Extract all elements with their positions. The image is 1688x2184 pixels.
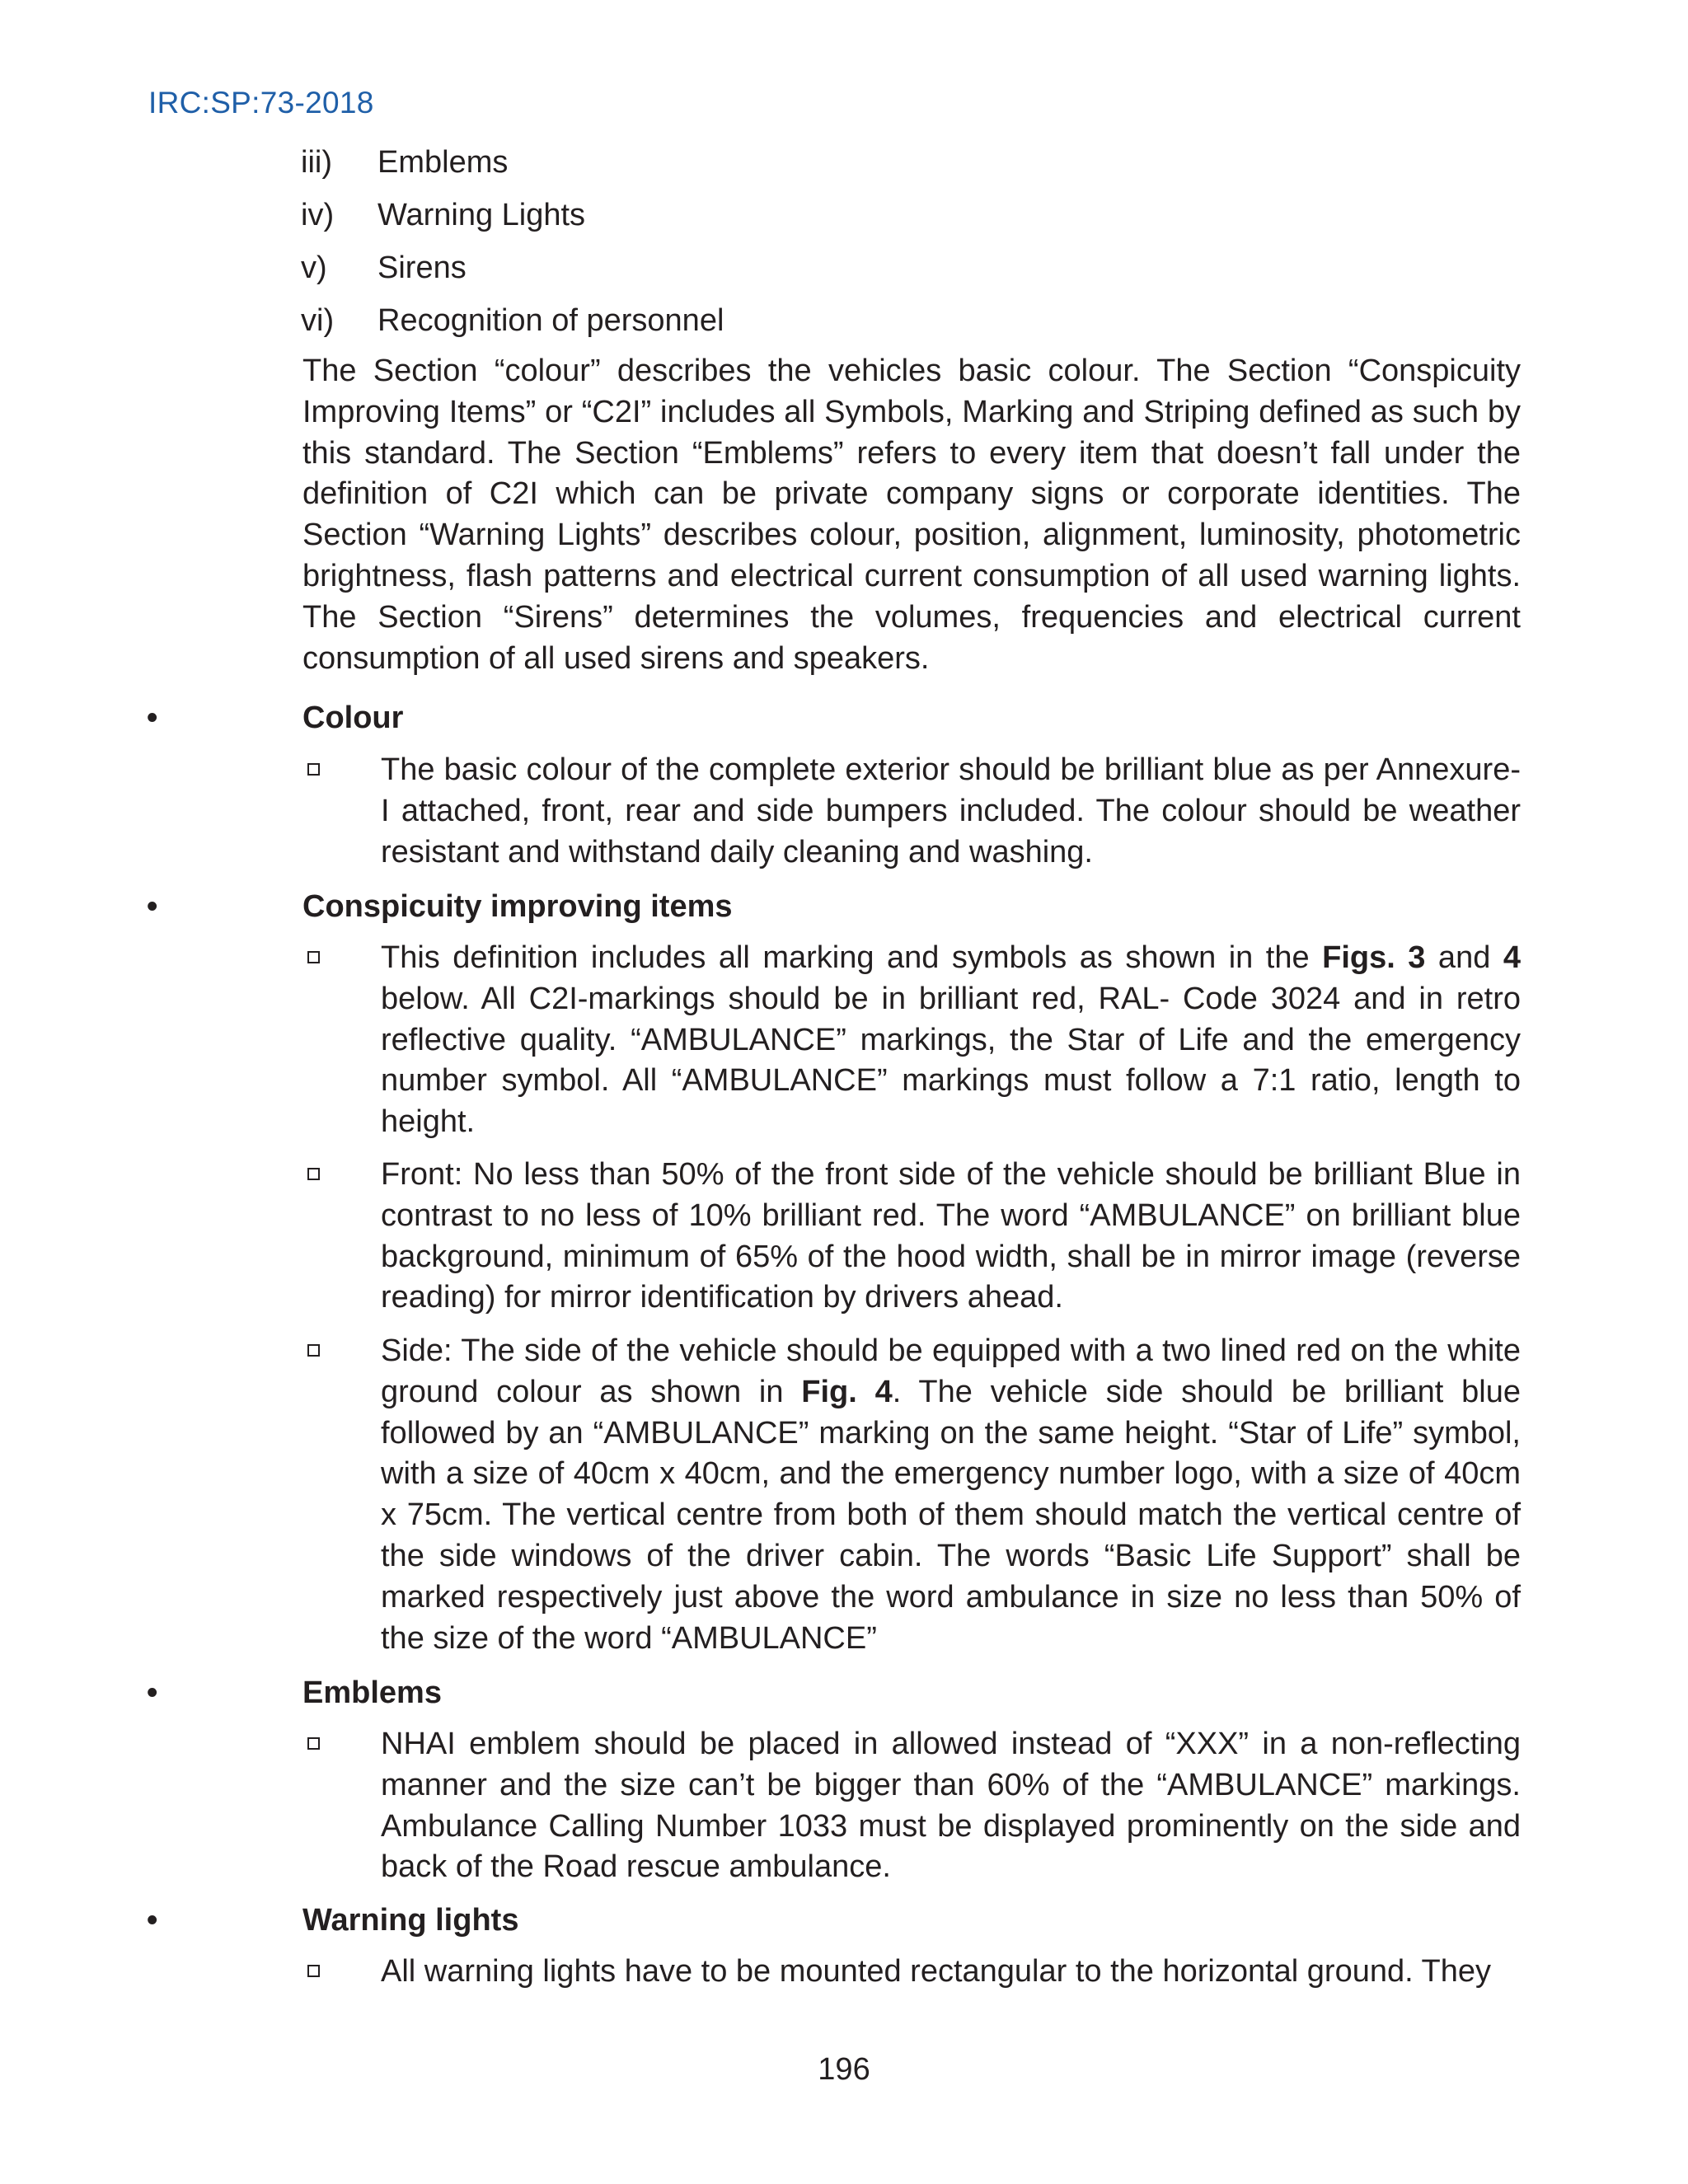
section-heading-emblems xyxy=(0,1672,1688,1713)
list-item-label: Emblems xyxy=(377,145,509,180)
list-item-number: iv) xyxy=(301,198,335,232)
square-bullet-icon xyxy=(307,951,320,963)
bullet-icon: • xyxy=(147,889,158,924)
square-bullet-icon xyxy=(307,1168,320,1180)
list-item-text: Front: No less than 50% of the front side of the vehicle should be brilliant Blue in contrast to no less of 10% brilliant red. The word “AMBULANCE” on brilliant blue background, minimum of 65% of the hood width, shall be in mirror image (reverse reading) for mirror identification by drivers ahead. xyxy=(381,1157,1521,1315)
roman-numeral-list xyxy=(301,140,1521,351)
section-title: Colour xyxy=(302,701,404,735)
list-item-text: All warning lights have to be mounted rectangular to the horizontal ground. They xyxy=(381,1954,1492,1989)
list-item-number: vi) xyxy=(301,303,335,338)
intro-paragraph: The Section “colour” describes the vehicles basic colour. The Section “Conspicuity Improving Items” or “C2I” includes all Symbols, Marking and Striping defined as such by this standard. The Section “Emblems” refers to every item that doesn’t fall under the definition of C2I which can be private company signs or corporate identities. The Section “Warning Lights” describes colour, position, alignment, luminosity, photometric brightness, flash patterns and electrical current consumption of all used warning lights. The Section “Sirens” determines the volumes, frequencies and electrical current consumption of all used sirens and speakers. xyxy=(302,354,1521,676)
section-heading-warning-lights xyxy=(0,1900,1688,1941)
list-item-label: Warning Lights xyxy=(377,198,586,232)
list-item-text: Side: The side of the vehicle should be equipped with a two lined red on the white ground colour as shown in Fig. 4. The vehicle side should be brilliant blue followed by an “AMBULANCE” marking on the same height. “Star of Life” symbol, with a size of 40cm x 40cm, and the emergency number logo, with a size of 40cm x 75cm. The vertical centre from both of them should match the vertical centre of the side windows of the driver cabin. The words “Basic Life Support” shall be marked respectively just above the word ambulance in size no less than 50% of the size of the word “AMBULANCE” xyxy=(381,1333,1521,1656)
page-number: 196 xyxy=(818,2052,870,2087)
section-title: Warning lights xyxy=(302,1903,519,1938)
section-title: Emblems xyxy=(302,1675,442,1710)
bullet-icon: • xyxy=(147,1675,158,1710)
section-title: Conspicuity improving items xyxy=(302,889,733,924)
bullet-icon: • xyxy=(147,701,158,735)
square-bullet-icon xyxy=(307,1965,320,1977)
list-item xyxy=(301,193,1521,246)
list-item xyxy=(301,246,1521,298)
list-item-text: This definition includes all marking and symbols as shown in the Figs. 3 and 4 below. All C2I-markings should be in brilliant red, RAL- Code 3024 and in retro reflective quality. “AMBULANCE” markings, the Star of Life and the emergency number symbol. All “AMBULANCE” markings must follow a 7:1 ratio, length to height. xyxy=(381,940,1521,1140)
square-bullet-icon xyxy=(307,1344,320,1357)
list-item-label: Recognition of personnel xyxy=(377,303,724,338)
bullet-icon: • xyxy=(147,1903,158,1938)
document-code: IRC:SP:73-2018 xyxy=(148,86,374,120)
list-item xyxy=(301,298,1521,351)
section-heading-colour xyxy=(0,697,1688,738)
list-item-text: The basic colour of the complete exterior should be brilliant blue as per Annexure-I attached, front, rear and side bumpers included. The colour should be weather resistant and withstand daily cleaning and washing. xyxy=(381,752,1521,869)
list-item-text: NHAI emblem should be placed in allowed instead of “XXX” in a non-reflecting manner and the size can’t be bigger than 60% of the “AMBULANCE” markings. Ambulance Calling Number 1033 must be displayed prominently on the side and back of the Road rescue ambulance. xyxy=(381,1727,1521,1885)
list-item-number: v) xyxy=(301,251,327,285)
list-item-label: Sirens xyxy=(377,251,467,285)
section-heading-conspicuity xyxy=(0,886,1688,927)
square-bullet-icon xyxy=(307,1737,320,1750)
list-item-number: iii) xyxy=(301,145,332,180)
square-bullet-icon xyxy=(307,763,320,776)
list-item xyxy=(301,140,1521,193)
